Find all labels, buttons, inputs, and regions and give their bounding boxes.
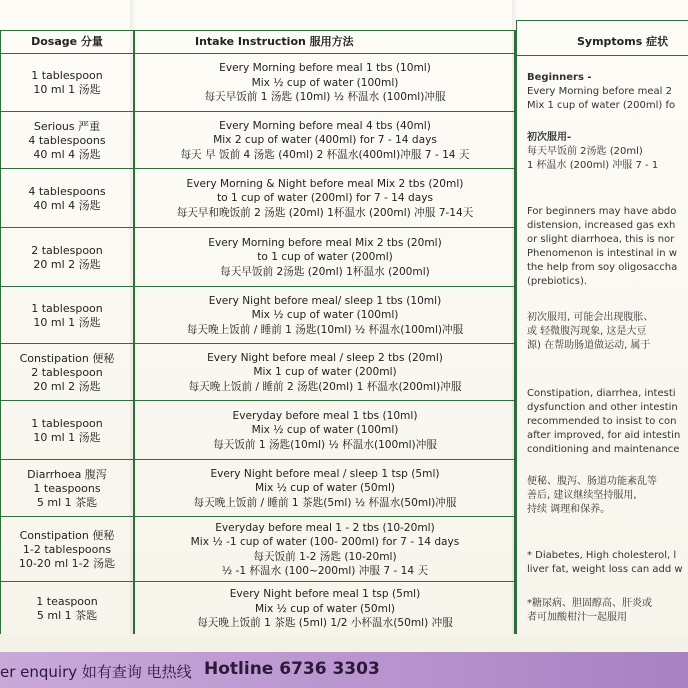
table-row [1, 168, 516, 228]
instruction-line: Every Night before meal / sleep 1 tsp (5ml) [210, 467, 440, 480]
dosage-tag: Constipation 便秘 [19, 351, 115, 365]
instruction-cell [135, 582, 515, 636]
table-row [1, 459, 516, 517]
dosage-ml: 40 ml 4 汤匙 [33, 147, 101, 161]
instruction-line: Every Morning before meal 4 tbs (40ml) [219, 119, 431, 132]
instruction-line: Every Morning before meal Mix 2 tbs (20ml) [208, 236, 442, 249]
instruction-line: to 1 cup of water (200ml) [257, 251, 393, 264]
dosage-ml: 5 ml 1 茶匙 [36, 609, 98, 622]
dosage-amount: 1 teaspoon [36, 595, 98, 608]
dosage-ml: 20 ml 2 汤匙 [33, 379, 101, 393]
table-row [1, 227, 516, 287]
dosage-ml: 10 ml 1 汤匙 [33, 315, 101, 329]
dosage-cell [1, 287, 133, 344]
instruction-line: 每天晚上饭前 / 睡前 2 汤匙(20ml) 1 杯温水(200ml)冲服 [188, 380, 462, 393]
dosage-cell [1, 401, 133, 460]
instruction-line: 每天早饭前 1 汤匙 (10ml) ½ 杯温水 (100ml)冲服 [204, 91, 446, 104]
instruction-line: Everyday before meal 1 - 2 tbs (10-20ml) [215, 521, 435, 534]
instruction-line: ½ -1 杯温水 (100~200ml) 冲服 7 - 14 天 [221, 565, 429, 577]
instruction-cell [135, 287, 515, 344]
instruction-line: Mix ½ cup of water (50ml) [254, 602, 396, 615]
enquiry-text: er enquiry 如有查询 电热线 [0, 663, 192, 681]
symptom-line: Phenomenon is intestinal in w [527, 248, 678, 259]
constipation-note-zh [517, 475, 688, 517]
dosage-cell [1, 112, 133, 169]
symptom-line: 每天早饭前 2汤匙 (20ml) [527, 146, 643, 157]
dosage-table [0, 30, 516, 635]
symptom-line: recommended to insist to con [527, 416, 677, 427]
dosage-amount: 4 tablespoons [28, 133, 106, 147]
instruction-cell [135, 228, 515, 287]
beginners-note-en [517, 205, 688, 289]
instruction-line: Mix ½ cup of water (100ml) [251, 424, 399, 437]
dosage-cell [1, 169, 133, 228]
dosage-ml: 5 ml 1 茶匙 [36, 495, 98, 509]
instruction-cell [135, 344, 515, 401]
table-row [1, 516, 516, 582]
dosage-ml: 10 ml 1 汤匙 [33, 430, 101, 444]
instruction-line: 每天早饭前 2汤匙 (20ml) 1杯温水 (200ml) [220, 265, 430, 278]
instruction-line: Everyday before meal 1 tbs (10ml) [232, 409, 418, 422]
instruction-line: 每天 早 饭前 4 汤匙 (40ml) 2 杯温水(400ml)冲服 7 - 14 天 [180, 148, 470, 161]
symptom-line: 或 轻微腹泻现象, 这是大豆 [527, 326, 647, 337]
instruction-cell [135, 169, 515, 228]
dosage-cell [1, 517, 133, 582]
symptom-line: 善后, 建议继续坚持服用, [527, 490, 637, 501]
diabetes-note-en [517, 549, 688, 577]
instruction-line: Mix 1 cup of water (200ml) [253, 366, 397, 379]
table-row [1, 581, 516, 636]
symptom-line: For beginners may have abdo [527, 206, 677, 217]
dosage-amount: 2 tablespoon [31, 243, 103, 257]
hotline-text: Hotline 6736 3303 [204, 659, 380, 679]
dosage-cell [1, 460, 133, 517]
dosage-tag: Serious 严重 [33, 119, 101, 133]
diabetes-note-zh [517, 597, 688, 625]
constipation-note-en [517, 387, 688, 457]
dosage-header: Dosage 分量 [31, 35, 103, 48]
hotline-banner [0, 652, 688, 688]
instruction-line: 每天饭前 1-2 汤匙 (10-20ml) [253, 550, 397, 563]
symptoms-panel [516, 20, 688, 635]
symptom-line: or slight diarrhoea, this is nor [527, 234, 675, 245]
instruction-line: 每天早和晚饭前 2 汤匙 (20ml) 1杯温水 (200ml) 冲服 7-14天 [176, 206, 474, 219]
dosage-ml: 20 ml 2 汤匙 [33, 257, 101, 271]
symptom-line: 源) 在帮助肠道做运动, 属于 [527, 340, 651, 351]
instruction-line: Every Night before meal/ sleep 1 tbs (10ml) [208, 294, 442, 307]
beginners-zh [517, 131, 688, 173]
instruction-line: Mix ½ cup of water (100ml) [251, 309, 399, 322]
dosage-ml: 10-20 ml 1-2 汤匙 [18, 556, 116, 570]
beginners-note-zh [517, 311, 688, 353]
instruction-line: to 1 cup of water (200ml) for 7 - 14 days [216, 192, 434, 205]
dosage-cell [1, 582, 133, 636]
table-row [1, 343, 516, 401]
dosage-cell [1, 228, 133, 287]
symptoms-header: Symptoms 症状 [517, 21, 688, 56]
symptom-line: 1 杯温水 (200ml) 冲服 7 - 1 [527, 160, 659, 171]
instruction-line: Every Night before meal / sleep 2 tbs (20ml) [207, 351, 443, 364]
instruction-line: 每天晚上饭前 1 茶匙 (5ml) 1/2 小杯温水(50ml) 冲服 [197, 617, 453, 630]
symptom-line: 持续 调理和保养。 [527, 504, 611, 515]
dosage-amount: 1-2 tablespoons [22, 542, 112, 556]
instruction-line: Every Morning before meal 1 tbs (10ml) [219, 62, 431, 75]
table-row [1, 111, 516, 169]
symptom-line: the help from soy oligosaccha [527, 262, 678, 273]
symptom-line: Every Morning before meal 2 [527, 86, 672, 97]
dosage-tag: Diarrhoea 腹泻 [27, 467, 107, 481]
dosage-amount: 1 tablespoon [31, 416, 103, 430]
intake-header: Intake Instruction 服用方法 [195, 35, 354, 48]
dosage-cell [1, 54, 133, 112]
instruction-line: 每天饭前 1 汤匙(10ml) ½ 杯温水(100ml)冲服 [213, 438, 437, 451]
symptom-line: Beginners - [527, 72, 592, 83]
instruction-line: 每天晚上饭前 / 睡前 1 汤匙(10ml) ½ 杯温水(100ml)冲服 [186, 323, 464, 336]
dosage-cell [1, 344, 133, 401]
dosage-ml: 10 ml 1 汤匙 [33, 83, 101, 96]
dosage-ml: 40 ml 4 汤匙 [33, 198, 101, 212]
instruction-cell [135, 517, 515, 582]
dosage-amount: 2 tablespoon [31, 365, 103, 379]
symptom-line: after improved, for aid intestin [527, 430, 681, 441]
dosage-amount: 1 teaspoons [33, 481, 101, 495]
instruction-cell [135, 401, 515, 460]
instruction-line: Mix 2 cup of water (400ml) for 7 - 14 days [213, 134, 437, 147]
symptom-line: dysfunction and other intestin [527, 402, 678, 413]
instruction-cell [135, 112, 515, 169]
instruction-line: Mix ½ cup of water (100ml) [251, 76, 399, 89]
dosage-amount: 1 tablespoon [31, 69, 103, 82]
table-row [1, 400, 516, 460]
symptom-line: distension, increased gas exh [527, 220, 676, 231]
instruction-line: Every Night before meal 1 tsp (5ml) [229, 588, 421, 601]
symptom-line: 者可加酸柑汁一起服用 [527, 612, 627, 623]
instruction-line: Mix ½ -1 cup of water (100- 200ml) for 7 - 14 days [190, 536, 460, 548]
table-row [1, 286, 516, 344]
symptom-line: Constipation, diarrhea, intesti [527, 388, 676, 399]
dosage-amount: 1 tablespoon [31, 301, 103, 315]
instruction-line: 每天晚上饭前 / 睡前 1 茶匙(5ml) ½ 杯温水(50ml)冲服 [193, 496, 457, 509]
footer-gap [0, 634, 688, 652]
symptom-line: (prebiotics). [527, 276, 588, 287]
symptom-line: 便秘、腹泻、肠道功能紊乱等 [527, 476, 657, 487]
instruction-cell [135, 460, 515, 517]
instruction-line: Every Morning & Night before meal Mix 2 tbs (20ml) [186, 177, 464, 190]
table-row [1, 53, 516, 112]
instruction-line: Mix ½ cup of water (50ml) [254, 482, 396, 495]
dosage-amount: 4 tablespoons [28, 184, 106, 198]
instruction-cell [135, 54, 515, 112]
paper-fold [130, 0, 136, 636]
symptom-line: *糖尿病、胆固醇高、肝炎或 [527, 598, 652, 609]
dosage-tag: Constipation 便秘 [19, 528, 115, 542]
symptom-line: 初次服用- [527, 132, 572, 143]
symptom-line: 初次服用, 可能会出现腹胀、 [527, 312, 654, 323]
symptom-line: conditioning and maintenance [527, 444, 680, 455]
beginners-en [517, 71, 688, 113]
symptom-line: liver fat, weight loss can add w [527, 564, 683, 575]
symptom-line: Mix 1 cup of water (200ml) fo [527, 100, 676, 111]
symptom-line: * Diabetes, High cholesterol, l [527, 550, 677, 561]
